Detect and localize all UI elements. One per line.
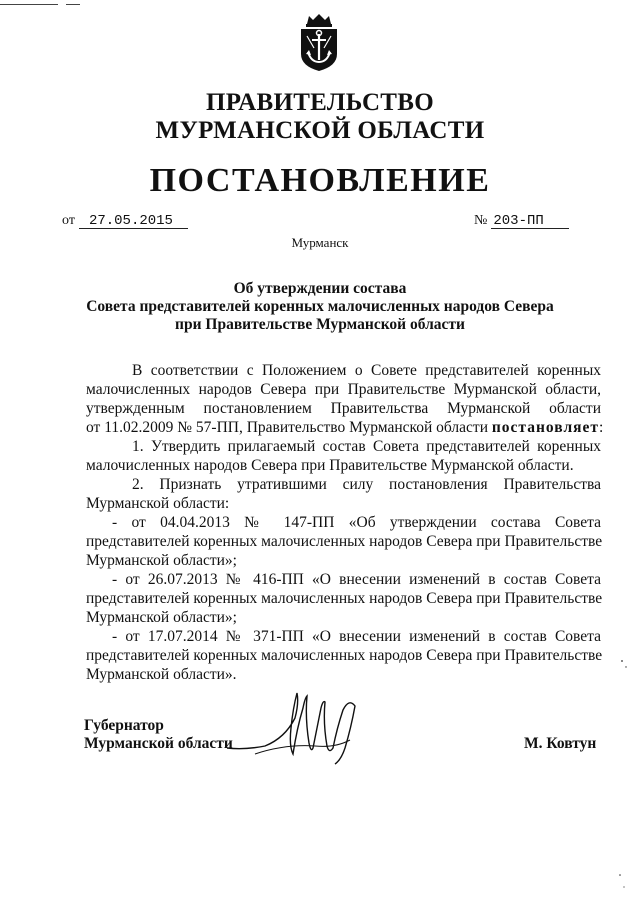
coat-of-arms-icon bbox=[297, 14, 341, 72]
list-item-line: представителей коренных малочисленных народов Севера при Правительстве bbox=[86, 647, 603, 664]
body-line: В соответствии с Положением о Совете представителей коренных bbox=[132, 362, 601, 379]
subject-line3: при Правительстве Мурманской области bbox=[175, 316, 465, 333]
body-line: утвержденным постановлением Правительства Мурманской области bbox=[86, 400, 601, 417]
number-value: 203-ПП bbox=[491, 214, 569, 229]
date-row bbox=[62, 213, 188, 229]
signatory-title-line2: Мурманской области bbox=[84, 735, 233, 752]
list-item-line: представителей коренных малочисленных народов Севера при Правительстве bbox=[86, 590, 603, 607]
body-text: : bbox=[599, 419, 604, 436]
list-item-line: представителей коренных малочисленных народов Севера при Правительстве bbox=[86, 533, 603, 550]
scan-specks bbox=[612, 655, 632, 895]
list-item-line: - от 26.07.2013 № 416-ПП «О внесении изменений в состав Совета bbox=[112, 571, 601, 588]
scan-artifact-line bbox=[0, 4, 58, 5]
list-item-line: Мурманской области». bbox=[86, 666, 237, 683]
body-line bbox=[86, 418, 604, 437]
signatory-title-line1: Губернатор bbox=[84, 717, 164, 734]
resolves-keyword: постановляет bbox=[491, 419, 600, 436]
document-type-title: ПОСТАНОВЛЕНИЕ bbox=[149, 162, 491, 199]
number-row bbox=[474, 213, 569, 229]
body-line: малочисленных народов Севера при Правительстве Мурманской области. bbox=[86, 457, 574, 474]
city-name: Мурманск bbox=[291, 235, 349, 250]
date-label: от bbox=[62, 213, 75, 228]
body-line: 1. Утвердить прилагаемый состав Совета представителей коренных bbox=[132, 438, 601, 455]
subject-line2: Совета представителей коренных малочисленных народов Севера bbox=[86, 298, 554, 315]
list-item-line: - от 17.07.2014 № 371-ПП «О внесении изменений в состав Совета bbox=[112, 628, 601, 645]
scan-artifact-line bbox=[66, 4, 80, 5]
subject-line1: Об утверждении состава bbox=[233, 280, 407, 297]
date-value: 27.05.2015 bbox=[79, 214, 188, 229]
government-name-line2: МУРМАНСКОЙ ОБЛАСТИ bbox=[155, 117, 485, 144]
list-item-line: Мурманской области»; bbox=[86, 609, 237, 626]
body-text: от 11.02.2009 № 57-ПП, Правительство Мурманской области bbox=[86, 419, 492, 436]
list-item-line: Мурманской области»; bbox=[86, 552, 237, 569]
handwritten-signature-icon bbox=[225, 688, 385, 768]
body-line: 2. Признать утратившими силу постановления Правительства bbox=[132, 476, 601, 493]
list-item-line: - от 04.04.2013 № 147-ПП «Об утверждении состава Совета bbox=[112, 514, 601, 531]
signatory-name: М. Ковтун bbox=[524, 735, 597, 752]
number-label: № bbox=[474, 213, 488, 228]
body-line: Мурманской области: bbox=[86, 495, 230, 512]
government-name-line1: ПРАВИТЕЛЬСТВО bbox=[206, 89, 434, 116]
body-line: малочисленных народов Севера при Правительстве Мурманской области, bbox=[86, 381, 601, 398]
